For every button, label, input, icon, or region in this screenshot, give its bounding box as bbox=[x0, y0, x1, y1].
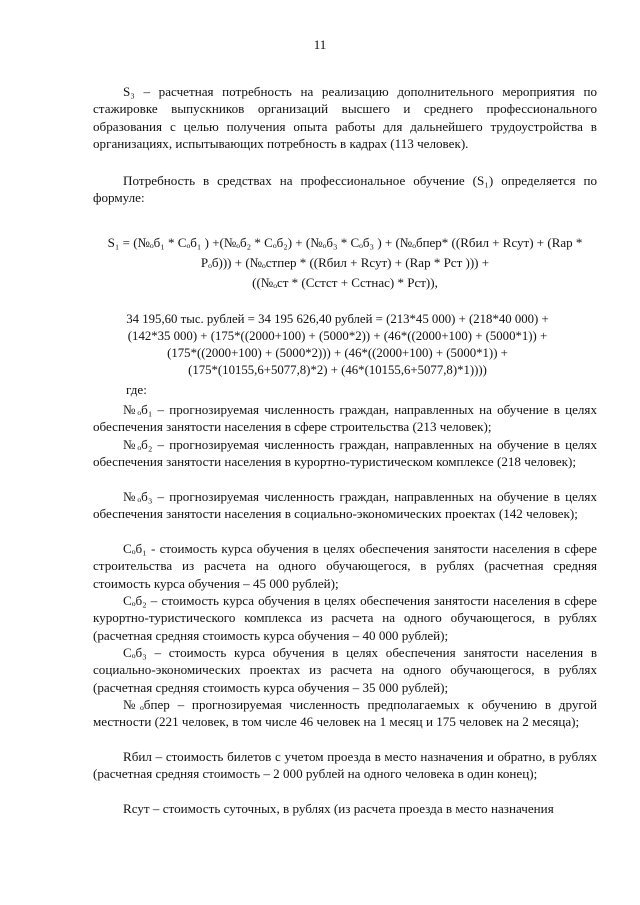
definition-item: Cₒб₂ – стоимость курса обучения в целях обеспечения занятости населения в сфере курортно-туристического комплекса из расчета на одного обучающегося, в рублях (расчетная средняя стоимость курса обучения – 40 000 рублей); bbox=[93, 593, 597, 643]
calc-line-3: (175*((2000+100) + (5000*2))) + (46*((2000+100) + (5000*1)) + bbox=[167, 346, 508, 360]
formula-line-3: ((№ₒст * (Cстст + Cстнас) * Pст)), bbox=[252, 275, 438, 290]
formula-line-2: Pₒб))) + (№ₒстпер * ((Rбил + Rсут) + (Rар * Pст ))) + bbox=[200, 255, 490, 270]
where-label: где: bbox=[126, 382, 147, 397]
page-number: 11 bbox=[313, 37, 327, 52]
formula-line-1: S₁ = (№ₒб₁ * Cₒб₁ ) +(№ₒб₂ * Cₒб₂) + (№ₒб₃ * Cₒб₃ ) + (№ₒбпер* ((Rбил + Rсут) + (Rар * bbox=[107, 235, 583, 250]
definition-item: Cₒб₁ - стоимость курса обучения в целях обеспечения занятости населения в сфере строительства из расчета на одного обучающегося, в рублях (расчетная средняя стоимость курса обучения – 45 000 рублей); bbox=[93, 541, 597, 591]
definition-item: №ₒб₂ – прогнозируемая численность граждан, направленных на обучение в целях обеспечения занятости населения в курортно-туристическом комплексе (218 человек); bbox=[93, 437, 597, 470]
definition-item: №ₒбпер – прогнозируемая численность предполагаемых к обучению в другой местности (221 человек, в том числе 46 человек на 1 месяц и 175 человек на 2 месяца); bbox=[93, 697, 597, 730]
calc-line-4: (175*(10155,6+5077,8)*2) + (46*(10155,6+5077,8)*1)))) bbox=[188, 363, 487, 377]
calc-line-2: (142*35 000) + (175*((2000+100) + (5000*2)) + (46*((2000+100) + (5000*1)) + bbox=[127, 329, 548, 343]
paragraph-need: Потребность в средствах на профессиональное обучение (S₁) определяется по формуле: bbox=[93, 173, 597, 206]
definition-item: №ₒб₃ – прогнозируемая численность граждан, направленных на обучение в целях обеспечения занятости населения в социально-экономических проектах (142 человек); bbox=[93, 489, 597, 522]
calc-line-1: 34 195,60 тыс. рублей = 34 195 626,40 рублей = (213*45 000) + (218*40 000) + bbox=[126, 312, 549, 326]
definition-item: Rбил – стоимость билетов с учетом проезда в место назначения и обратно, в рублях (расчетная средняя стоимость – 2 000 рублей на одного человека в один конец); bbox=[93, 749, 597, 782]
paragraph-s3: S₃ – расчетная потребность на реализацию дополнительного мероприятия по стажировке выпускников организаций высшего и среднего профессионального образования с целью получения опыта работы для дальнейшего трудоустройства в организациях, испытывающих потребность в кадрах (113 человек). bbox=[93, 84, 597, 152]
definition-item: №ₒб₁ – прогнозируемая численность граждан, направленных на обучение в целях обеспечения занятости населения в сфере строительства (213 человек); bbox=[93, 402, 597, 435]
definition-item: Rсут – стоимость суточных, в рублях (из расчета проезда в место назначения bbox=[123, 801, 554, 816]
definition-item: Cₒб₃ – стоимость курса обучения в целях обеспечения занятости населения в социально-экономических проектах из расчета на одного обучающегося, в рублях (расчетная средняя стоимость курса обучения – 35 000 рублей); bbox=[93, 645, 597, 695]
